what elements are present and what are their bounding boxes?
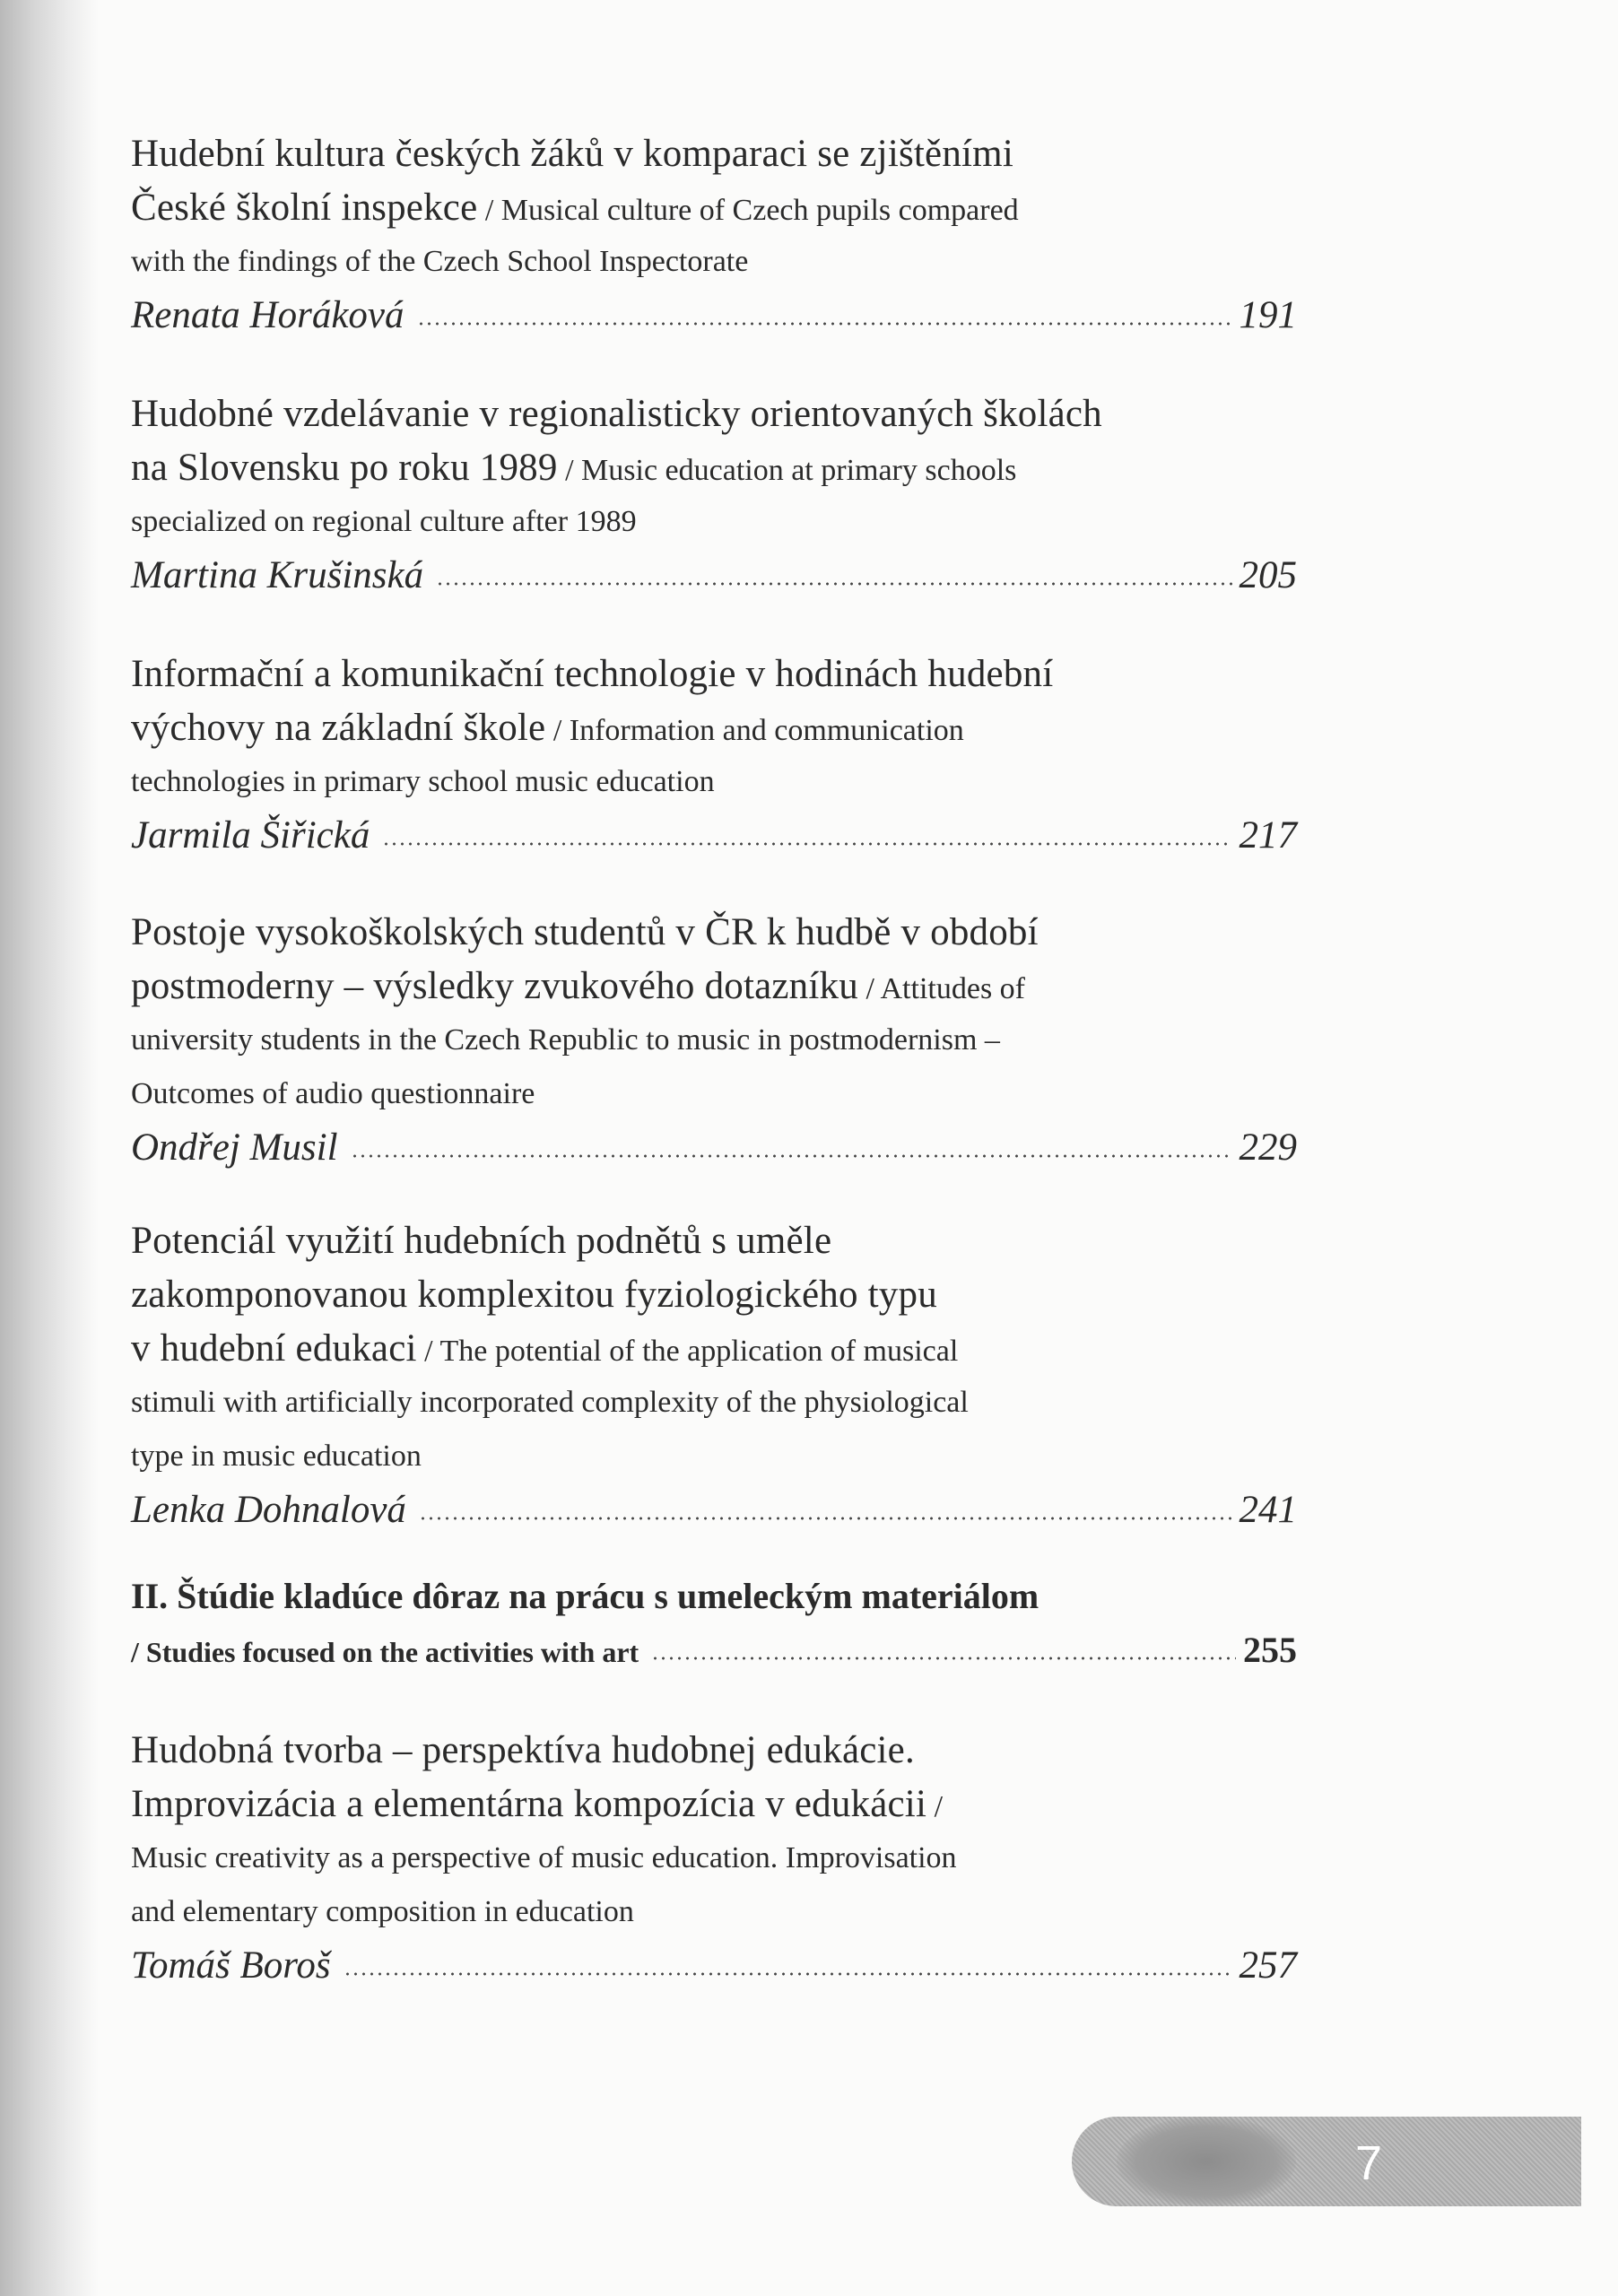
entry-title-line: postmoderny – výsledky zvukového dotazníku / Attitudes of xyxy=(131,965,1025,1007)
toc-section-heading xyxy=(131,1570,1297,1677)
dot-leader xyxy=(351,1154,1232,1158)
toc-entry xyxy=(131,1214,1297,1537)
entry-subtitle-line: and elementary composition in education xyxy=(131,1895,634,1928)
entry-title-line: Hudobná tvorba – perspektíva hudobnej edukácie. xyxy=(131,1729,915,1771)
entry-title-line: Potenciál využití hudebních podnětů s uměle xyxy=(131,1220,832,1262)
dot-leader xyxy=(417,322,1232,326)
entry-title-line: Hudební kultura českých žáků v komparaci se zjištěními xyxy=(131,133,1013,175)
entry-author-line xyxy=(131,1121,1297,1175)
author-name: Ondřej Musil xyxy=(131,1126,338,1169)
entry-title-line: výchovy na základní škole / Information and communication xyxy=(131,707,964,749)
section-title: II. Štúdie kladúce dôraz na prácu s umeleckým materiálom xyxy=(131,1576,1040,1616)
toc-entry xyxy=(131,648,1297,863)
page-number: 217 xyxy=(1239,814,1297,857)
entry-title-line: Improvizácia a elementárna kompozícia v edukácii / xyxy=(131,1783,944,1825)
entry-title-line: na Slovensku po roku 1989 / Music education at primary schools xyxy=(131,447,1017,489)
toc-entry xyxy=(131,906,1297,1175)
entry-author-line xyxy=(131,1939,1297,1993)
page-number: 255 xyxy=(1243,1630,1297,1670)
entry-title-line: zakomponovanou komplexitou fyziologického typu xyxy=(131,1274,937,1316)
entry-subtitle-line: specialized on regional culture after 1989 xyxy=(131,505,637,538)
section-subtitle: / Studies focused on the activities with art xyxy=(131,1636,639,1668)
page-number: 191 xyxy=(1239,294,1297,336)
entry-title-line: České školní inspekce / Musical culture of Czech pupils compared xyxy=(131,187,1019,229)
section-subtitle-line xyxy=(131,1623,1297,1677)
entry-author-line xyxy=(131,809,1297,863)
dot-leader xyxy=(651,1657,1236,1660)
author-name: Renata Horáková xyxy=(131,294,404,336)
dot-leader xyxy=(382,842,1231,846)
entry-title-line: Hudobné vzdelávanie v regionalisticky orientovaných školách xyxy=(131,393,1102,435)
page-number: 229 xyxy=(1239,1126,1297,1169)
folio-page-number: 7 xyxy=(1354,2136,1383,2190)
author-name: Martina Krušinská xyxy=(131,554,424,596)
entry-subtitle-line: Outcomes of audio questionnaire xyxy=(131,1077,535,1110)
entry-author-line xyxy=(131,1483,1297,1537)
entry-subtitle-line: technologies in primary school music education xyxy=(131,765,715,798)
author-name: Tomáš Boroš xyxy=(131,1944,331,1987)
dot-leader xyxy=(344,1972,1232,1976)
entry-title-line: Informační a komunikační technologie v hodinách hudební xyxy=(131,653,1054,695)
entry-subtitle-line: Music creativity as a perspective of music education. Improvisation xyxy=(131,1841,957,1874)
entry-author-line xyxy=(131,549,1297,603)
toc-entry xyxy=(131,387,1297,603)
author-name: Lenka Dohnalová xyxy=(131,1489,406,1531)
dot-leader xyxy=(419,1517,1232,1520)
entry-author-line xyxy=(131,289,1297,343)
entry-title-line: Postoje vysokoškolských studentů v ČR k hudbě v období xyxy=(131,911,1039,953)
toc-entry xyxy=(131,1724,1297,1993)
dot-leader xyxy=(436,582,1231,586)
entry-title-line: v hudební edukaci / The potential of the application of musical xyxy=(131,1327,959,1370)
page-number: 205 xyxy=(1239,554,1297,596)
folio-circle-decoration xyxy=(1117,2117,1296,2206)
entry-subtitle-line: type in music education xyxy=(131,1439,422,1473)
entry-subtitle-line: university students in the Czech Republic to music in postmodernism – xyxy=(131,1023,1000,1057)
entry-subtitle-line: stimuli with artificially incorporated complexity of the physiological xyxy=(131,1386,969,1419)
page-number: 257 xyxy=(1239,1944,1297,1987)
toc-entry xyxy=(131,127,1297,343)
author-name: Jarmila Šiřická xyxy=(131,814,370,857)
entry-subtitle-line: with the findings of the Czech School Inspectorate xyxy=(131,245,749,278)
page-number: 241 xyxy=(1239,1489,1297,1531)
